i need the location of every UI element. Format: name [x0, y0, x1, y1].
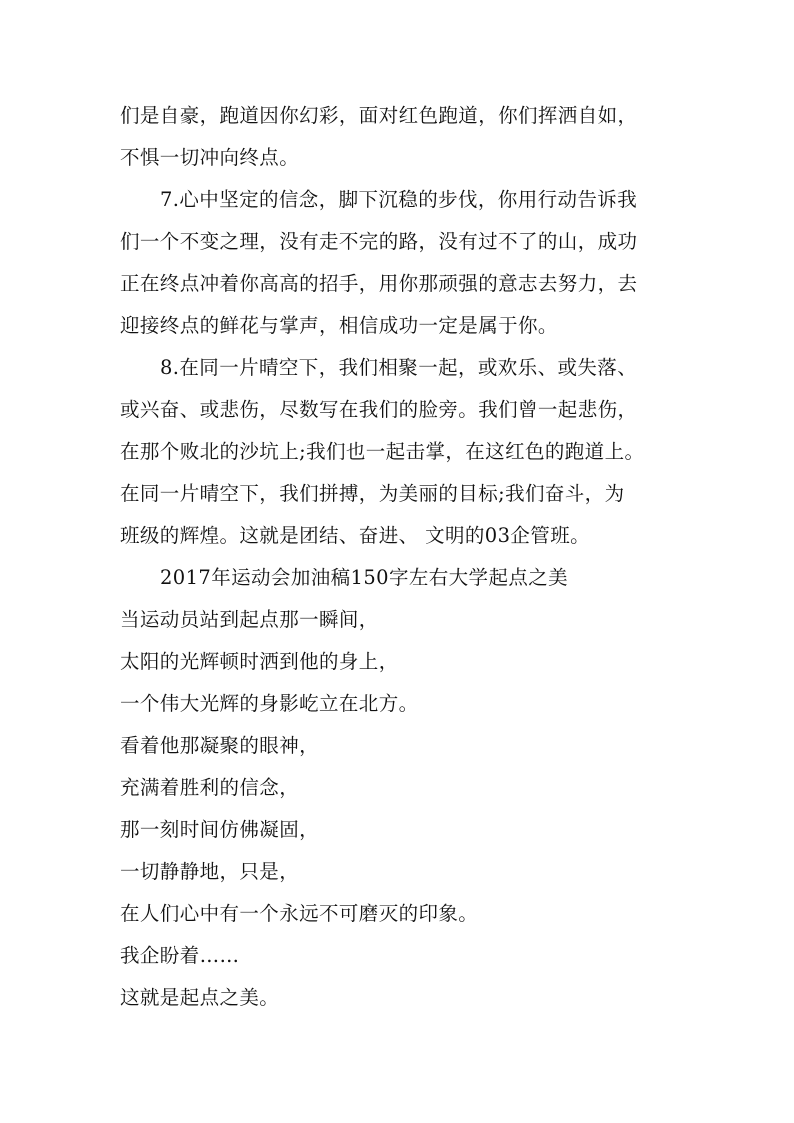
poem-line-2: 太阳的光辉顿时洒到他的身上， — [120, 650, 399, 673]
paragraph-8-line-1: 8.在同一片晴空下，我们相聚一起，或欢乐、或失落、 — [160, 356, 638, 379]
poem-line-4: 看着他那凝聚的眼神， — [120, 734, 320, 757]
poem-line-1: 当运动员站到起点那一瞬间， — [120, 608, 379, 631]
paragraph-6-line-2: 不惧一切冲向终点。 — [120, 146, 300, 169]
paragraph-7-line-2: 们一个不变之理，没有走不完的路，没有过不了的山，成功 — [120, 230, 638, 253]
poem-line-7: 一切静静地，只是， — [120, 860, 300, 883]
poem-line-10: 这就是起点之美。 — [120, 986, 280, 1009]
poem-line-3: 一个伟大光辉的身影屹立在北方。 — [120, 692, 419, 715]
paragraph-8-line-3: 在那个败北的沙坑上;我们也一起击掌，在这红色的跑道上。 — [120, 440, 645, 463]
paragraph-8-line-2: 或兴奋、或悲伤，尽数写在我们的脸旁。我们曾一起悲伤， — [120, 398, 638, 421]
poem-line-6: 那一刻时间仿佛凝固， — [120, 818, 320, 841]
paragraph-7-line-4: 迎接终点的鲜花与掌声，相信成功一定是属于你。 — [120, 314, 558, 337]
poem-line-5: 充满着胜利的信念， — [120, 776, 300, 799]
paragraph-6-line-1: 们是自豪，跑道因你幻彩，面对红色跑道，你们挥洒自如， — [120, 104, 638, 127]
paragraph-8-line-4: 在同一片晴空下，我们拼搏，为美丽的目标;我们奋斗，为 — [120, 482, 625, 505]
paragraph-7-line-3: 正在终点冲着你高高的招手，用你那顽强的意志去努力，去 — [120, 272, 638, 295]
paragraph-8-line-5: 班级的辉煌。这就是团结、奋进、 文明的03企管班。 — [120, 524, 591, 547]
poem-line-9: 我企盼着…… — [120, 944, 240, 967]
poem-line-8: 在人们心中有一个永远不可磨灭的印象。 — [120, 902, 479, 925]
section-heading: 2017年运动会加油稿150字左右大学起点之美 — [160, 566, 569, 589]
paragraph-7-line-1: 7.心中坚定的信念，脚下沉稳的步伐，你用行动告诉我 — [160, 188, 638, 211]
